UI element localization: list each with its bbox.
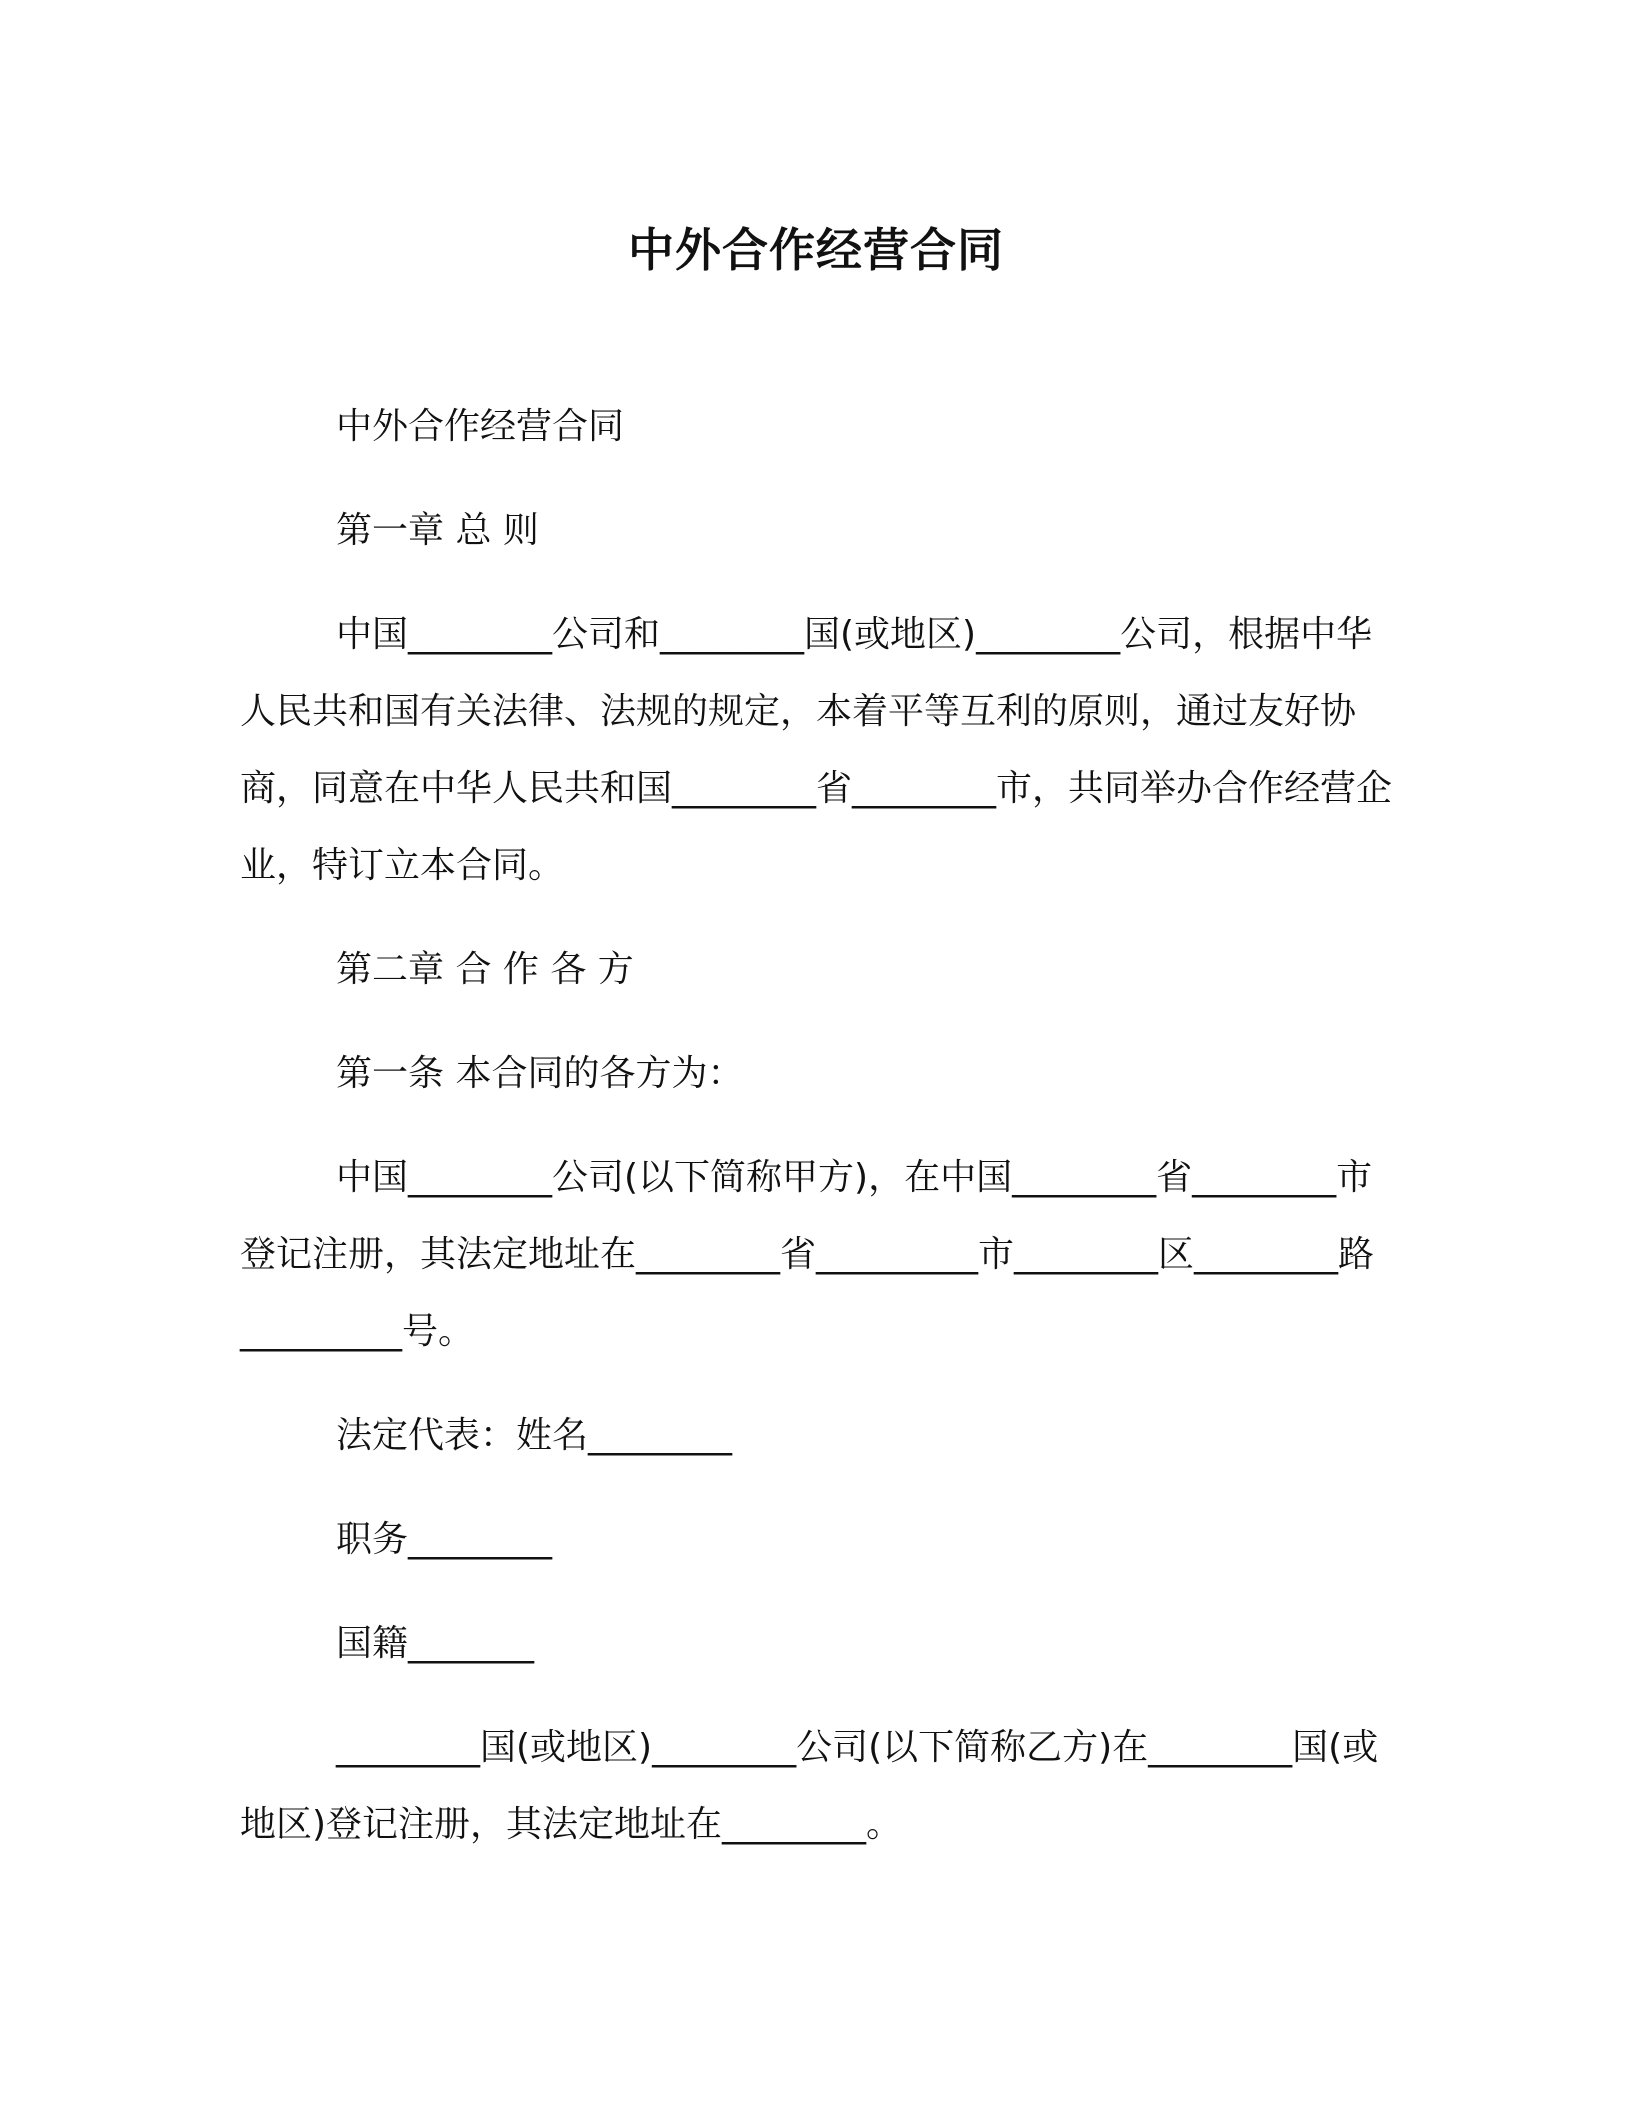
chapter-one-heading: 第一章 总 则 (336, 510, 539, 551)
article-one-heading: 第一条 本合同的各方为： (336, 1053, 744, 1094)
document-body (240, 388, 1400, 1890)
position-line: 职务________ (336, 1519, 553, 1560)
legal-representative-line: 法定代表：姓名________ (336, 1415, 733, 1456)
preamble-paragraph: 中国________公司和________国(或地区)________公司，根据中华人民共和国有关法律、法规的规定，本着平等互利的原则，通过友好协商，同意在中华人民共和国________省________市，共同举办合作经营企业，特订立本合同。 (240, 614, 1393, 886)
contract-heading: 中外合作经营合同 (336, 406, 625, 447)
party-a-paragraph: 中国________公司(以下简称甲方)，在中国________省________市登记注册，其法定地址在________省_________市________区________路_________号。 (240, 1157, 1375, 1352)
party-b-paragraph: ________国(或地区)________公司(以下简称乙方)在________国(或地区)登记注册，其法定地址在________。 (240, 1727, 1379, 1845)
document-title: 中外合作经营合同 (628, 223, 1004, 277)
chapter-two-heading: 第二章 合 作 各 方 (336, 949, 634, 990)
nationality-line: 国籍_______ (336, 1623, 535, 1664)
